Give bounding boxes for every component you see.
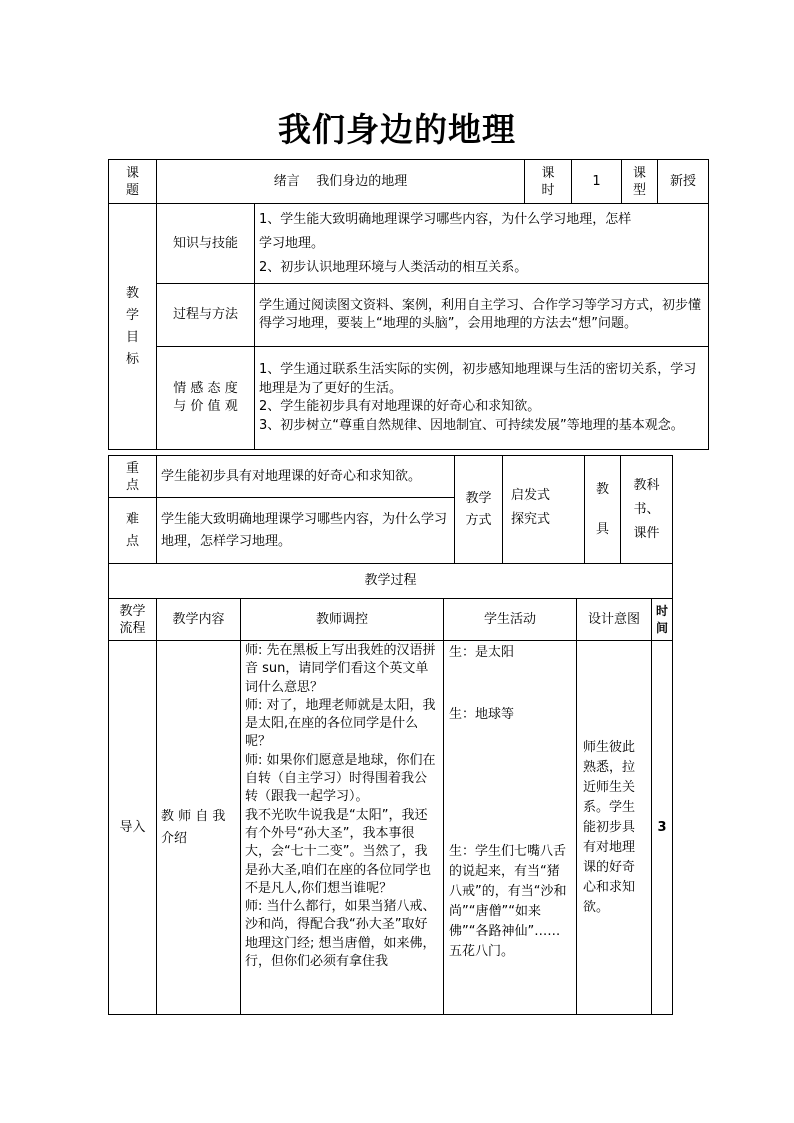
difficult-point-value: 学生能大致明确地理课学习哪些内容，为什么学习地理，怎样学习地理。 [157,498,455,564]
goal-name-attitude: 情 感 态 度 与 价 值 观 [157,347,255,450]
row-teacher: 师: 先在黑板上写出我姓的汉语拼音 sun，请同学们看这个英文单词什么意思？ 师: 对了，地理老师就是太阳，我是太阳,在座的各位同学是什么呢？ 师: 如果你们愿意是地球，你们在自转（自主学习）时得围着我公转（跟我一起学习）。 我不光吹牛说我是“太阳”，我还有个外号“孙大圣”，我本事很大，会“七十二变”。当然了，我是孙大圣,咱们在座的各位同学也不是凡人,你们想当谁呢？ 师: 当什么都行，如果当猪八戒、沙和尚，得配合我“孙大圣”取好地理这门经; 想当唐僧，如来佛，行，但你们必须有拿住我 [241,641,444,1015]
label-method: 教学 方式 [455,456,503,564]
page-title: 我们身边的地理 [278,110,516,149]
row-student [444,641,577,1015]
student-reply-2: 生：地球等 [449,707,515,722]
table-row [109,641,673,1015]
goal-name-knowledge: 知识与技能 [157,204,255,284]
header-teacher: 教师调控 [241,599,444,641]
teaching-process-table [108,563,673,1015]
row-intent: 师生彼此熟悉，拉近师生关系。学生能初步具有对地理课的好奇心和求知欲。 [577,641,652,1015]
row-time: 3 [652,641,673,1015]
student-reply-3: 生：学生们七嘴八舌的说起来，有当“猪八戒”的，有当“沙和尚”“唐僧”“如来佛”“各路神仙”……五花八门。 [449,844,567,959]
row-flow: 导入 [109,641,157,1015]
method-value: 启发式 探究式 [503,456,585,564]
header-student: 学生活动 [444,599,577,641]
student-reply-1: 生：是太阳 [449,645,515,660]
header-intent: 设计意图 [577,599,652,641]
row-content: 教 师 自 我 介绍 [157,641,241,1015]
header-time: 时 间 [652,599,673,641]
label-topic: 课 题 [109,160,157,204]
goal-text-attitude: 1、学生通过联系生活实际的实例，初步感知地理课与生活的密切关系，学习地理是为了更好的生活。 2、学生能初步具有对地理课的好奇心和求知欲。 3、初步树立“尊重自然规律、因地制宜、可持续发展”等地理的基本观念。 [255,347,709,450]
key-point-value: 学生能初步具有对地理课的好奇心和求知欲。 [157,456,455,498]
topic-value: 绪言 我们身边的地理 [157,160,525,204]
focus-table [108,455,673,564]
goal-text-process: 学生通过阅读图文资料、案例，利用自主学习、合作学习等学习方式，初步懂得学习地理，要装上“地理的头脑”，会用地理的方法去“想”问题。 [255,284,709,347]
lesson-info-table [108,159,709,450]
process-section-title: 教学过程 [109,564,673,599]
label-key-point: 重 点 [109,456,157,498]
label-hours: 课 时 [525,160,572,204]
label-type: 课 型 [622,160,658,204]
label-tools: 教 具 [585,456,621,564]
goals-label: 教 学 目 标 [109,204,157,450]
header-content: 教学内容 [157,599,241,641]
header-flow: 教学 流程 [109,599,157,641]
goal-name-process: 过程与方法 [157,284,255,347]
tools-value: 教科 书、 课件 [621,456,673,564]
goal-text-knowledge: 1、学生能大致明确地理课学习哪些内容，为什么学习地理，怎样 学习地理。 2、初步认识地理环境与人类活动的相互关系。 [255,204,709,284]
label-difficult-point: 难 点 [109,498,157,564]
hours-value: 1 [572,160,622,204]
type-value: 新授 [658,160,709,204]
